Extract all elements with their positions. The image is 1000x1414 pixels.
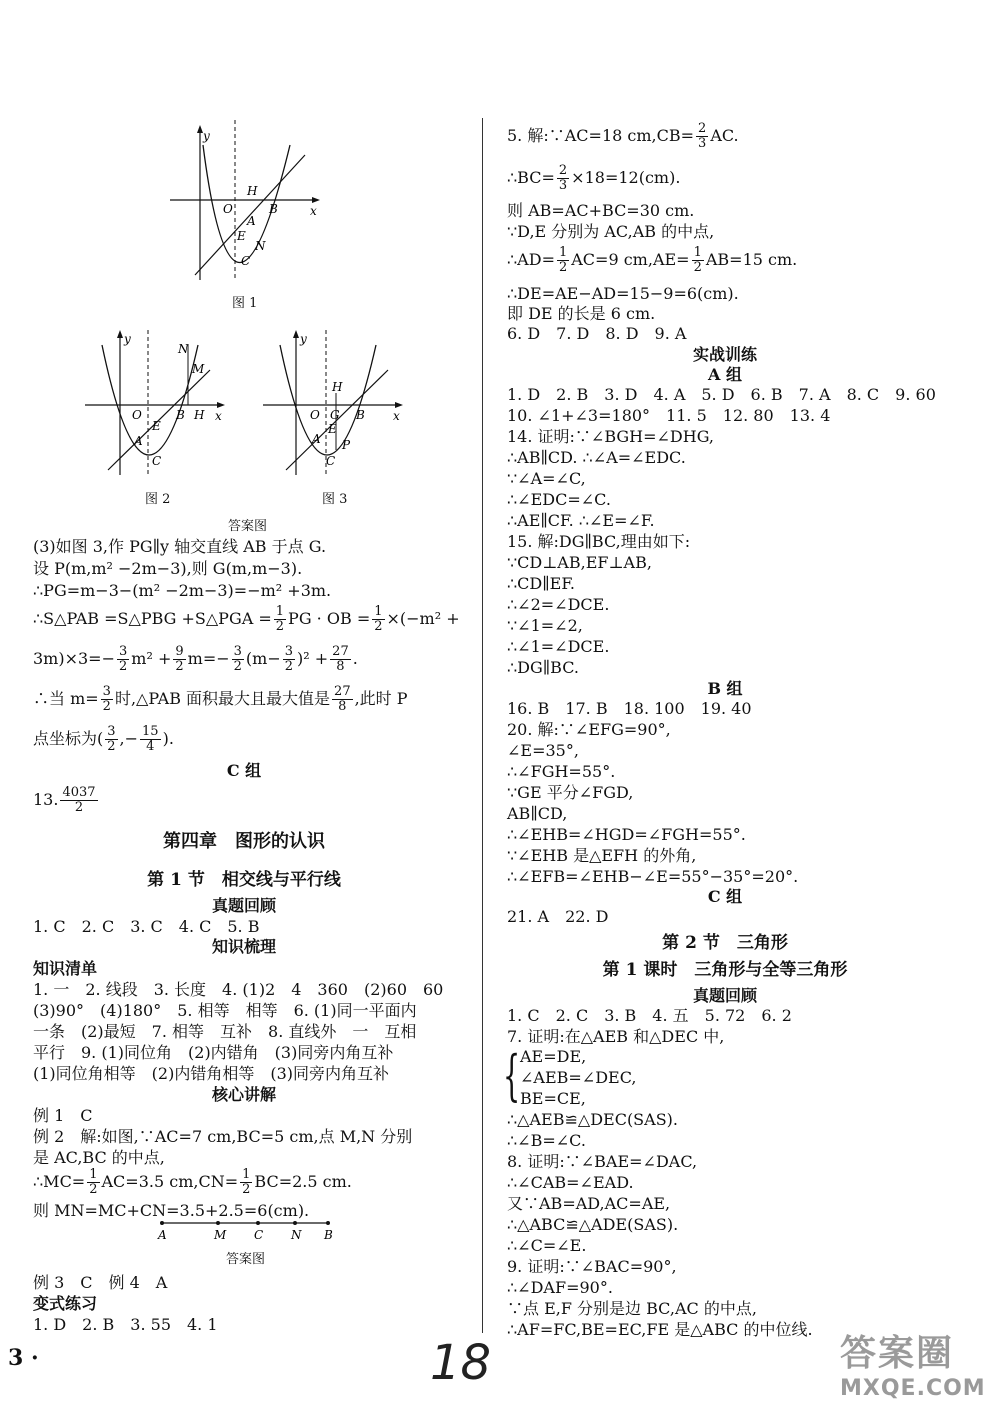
expr-part: ). [162,729,174,748]
right-line-6: ∴DE=AE−AD=15−9=6(cm). [507,284,739,303]
fraction-4037-2: $\frac{4037}{2}$ [62,785,96,815]
fig1-label-a: A [247,214,256,228]
a-line-8: 15. 解:DG∥BC,理由如下: [507,532,691,551]
zhenti-heading-left: 真题回顾 [211,896,276,915]
segment-label-a: A [158,1228,167,1242]
zhishi-heading: 知识梳理 [211,937,276,956]
fraction-two-third: $\frac{2}{3}$ [698,121,707,151]
group-c-heading-left: C 组 [226,761,262,780]
right-line-2 [507,160,680,196]
examples-3-4: 例 3 C 例 4 A [33,1273,168,1292]
figure-1 [165,115,325,290]
a-line-3: 14. 证明:∵∠BGH=∠DHG, [507,427,715,446]
expr-part: ×18=12(cm). [571,168,681,187]
expr-part: )² + [297,649,329,668]
a-line-9: ∵CD⊥AB,EF⊥AB, [507,553,652,572]
qingdan-heading: 知识清单 [33,959,98,978]
b-line-1: 16. B 17. B 18. 100 19. 40 [507,699,752,718]
expr-part: m² + [131,649,172,668]
segment-figure-caption: 答案图 [226,1252,266,1267]
a-line-13: ∴∠1=∠DCE. [507,637,610,656]
fig1-label-y: y [203,129,210,143]
zhenti-heading-right: 真题回顾 [692,986,757,1005]
left-line-7 [33,722,174,756]
figure-1-caption: 图 1 [232,296,258,311]
expr-part: (m− [245,649,281,668]
fraction-27-8: $\frac{27}{8}$ [334,684,351,714]
expr-part: 3m)×3=− [33,649,115,668]
expr-part: m=− [187,649,230,668]
group-a-heading: A 组 [708,365,742,384]
fraction-three-half: $\frac{3}{2}$ [284,644,294,674]
page-number-value: 3 [8,1345,24,1371]
left-line-3: ∴PG=m−3−(m² −2m−3)=−m² +3m. [33,581,332,600]
lesson-1-title: 第 1 课时 三角形与全等三角形 [602,960,848,980]
left-line-5 [33,642,358,676]
t-line-12: ∴∠C=∠E. [507,1236,587,1255]
fig2-label-y: y [124,332,131,346]
c-line-1: 21. A 22. D [507,907,609,926]
fraction-half: $\frac{1}{2}$ [374,604,383,634]
right-line-5 [507,242,797,278]
fraction-half: $\frac{1}{2}$ [89,1167,98,1197]
fraction-half: $\frac{1}{2}$ [242,1167,251,1197]
pg-ob-text: PG · OB = [288,609,371,628]
segment-label-c: C [254,1228,264,1242]
knowledge-line-1: 1. 一 2. 线段 3. 长度 4. (1)2 4 360 (2)60 60 [33,980,444,999]
right-line-8: 6. D 7. D 8. D 9. A [507,324,687,343]
shizhan-heading: 实战训练 [692,345,757,364]
expr-part: AC=9 cm,AE= [571,250,690,269]
fig3-label-e: E [328,422,337,436]
expr-part: ∴当 m= [33,689,99,708]
fraction-half: $\frac{1}{2}$ [558,245,568,275]
watermark-logo-text: 答案圈 [840,1333,955,1374]
fig2-label-e: E [152,419,161,433]
fraction-three-half: $\frac{3}{2}$ [119,644,128,674]
example-2-line-3 [33,1165,352,1199]
fraction-three-half: $\frac{3}{2}$ [233,644,242,674]
expr-part: ,− [119,729,139,748]
fig2-label-n: N [178,342,189,356]
watermark [840,1325,986,1401]
expr-part: AC=3.5 cm,CN= [101,1172,239,1191]
right-line-7: 即 DE 的长是 6 cm. [507,304,656,323]
a-line-10: ∴CD∥EF. [507,574,576,593]
fig3-label-b: B [356,408,365,422]
brace: { [503,1044,521,1107]
fig3-label-p: P [342,438,351,452]
segment-figure [150,1215,340,1243]
fig1-label-h: H [247,184,258,198]
fig2-label-x: x [215,409,222,423]
area-sum-text: ∴S△PAB =S△PBG +S△PGA = [33,609,272,628]
left-line-1: (3)如图 3,作 PG∥y 轴交直线 AB 于点 G. [33,537,327,556]
t-line-16: ∴AF=FC,BE=EC,FE 是△ABC 的中位线. [507,1320,813,1339]
knowledge-line-2: (3)90° (4)180° 5. 相等 相等 6. (1)同一平面内 [33,1001,417,1020]
expr-part: AB=15 cm. [705,250,798,269]
expr-part: ∴AD= [507,250,555,269]
figure-3 [258,325,408,480]
segment-label-b: B [324,1228,333,1242]
a-line-2: 10. ∠1+∠3=180° 11. 5 12. 80 13. 4 [507,406,831,425]
t-line-6: ∴△AEB≌△DEC(SAS). [507,1110,678,1129]
fig1-label-e: E [237,229,246,243]
fig3-label-g: G [330,408,340,422]
t-line-13: 9. 证明:∵∠BAC=90°, [507,1257,677,1276]
t-line-5: BE=CE, [520,1089,586,1108]
t-line-7: ∴∠B=∠C. [507,1131,586,1150]
fig3-label-o: O [310,408,320,422]
figure-2 [80,325,230,480]
a-line-11: ∴∠2=∠DCE. [507,595,610,614]
fig2-label-a: A [134,434,143,448]
fig3-label-y: y [300,332,307,346]
fig2-label-o: O [132,408,142,422]
bianshi-answers: 1. D 2. B 3. 55 4. 1 [33,1315,218,1334]
fig1-label-c: C [241,254,251,268]
fig1-label-b: B [269,202,278,216]
fraction-27-8: $\frac{27}{8}$ [332,644,349,674]
example-2-line-1: 例 2 解:如图,∵AC=7 cm,BC=5 cm,点 M,N 分别 [33,1127,413,1146]
left-line-4 [33,602,460,636]
a-line-5: ∵∠A=∠C, [507,469,586,488]
t-line-15: ∵点 E,F 分别是边 BC,AC 的中点, [507,1299,757,1318]
page-number: 3 · [8,1345,39,1371]
t-line-4: ∠AEB=∠DEC, [520,1068,637,1087]
expr-part: BC=2.5 cm. [254,1172,352,1191]
a-line-6: ∴∠EDC=∠C. [507,490,611,509]
section-2-title: 第 2 节 三角形 [662,933,788,953]
right-line-3: 则 AB=AC+BC=30 cm. [507,201,695,220]
expr-part: ,此时 P [354,689,408,708]
fig2-label-h: H [194,408,205,422]
watermark-url: MXQE.COM [840,1376,986,1401]
t-line-11: ∴△ABC≌△ADE(SAS). [507,1215,679,1234]
a-line-12: ∵∠1=∠2, [507,616,583,635]
fraction-nine-half: $\frac{9}{2}$ [175,644,184,674]
q13-number: 13. [33,790,59,809]
b-line-5: ∵GE 平分∠FGD, [507,783,634,802]
group-b-heading: B 组 [707,679,743,698]
example-1: 例 1 C [33,1106,93,1125]
t-line-14: ∴∠DAF=90°. [507,1278,613,1297]
fig2-label-c: C [152,454,162,468]
left-line-6 [33,682,408,716]
group-c-heading-right: C 组 [707,887,743,906]
fig3-label-c: C [326,454,336,468]
fraction-half: $\frac{1}{2}$ [275,604,285,634]
fig3-label-h: H [332,380,343,394]
fig3-label-x: x [393,409,400,423]
a-line-1: 1. D 2. B 3. D 4. A 5. D 6. B 7. A 8. C 9. 60 [507,385,936,404]
t-line-3: AE=DE, [520,1047,587,1066]
handwritten-number: 18 [430,1335,492,1391]
question-13 [33,782,100,818]
a-line-7: ∴AE∥CF. ∴∠E=∠F. [507,511,655,530]
fig2-label-m: M [192,362,205,376]
knowledge-line-4: 平行 9. (1)同位角 (2)内错角 (3)同旁内角互补 [33,1043,394,1062]
b-line-3: ∠E=35°, [507,741,579,760]
figure-2-caption: 图 2 [145,492,171,507]
b-line-2: 20. 解:∵∠EFG=90°, [507,720,671,739]
fraction-three-half: $\frac{3}{2}$ [102,684,111,714]
t-line-9: ∴∠CAB=∠EAD. [507,1173,634,1192]
t-line-10: 又∵AB=AD,AC=AE, [507,1194,671,1213]
expr-part: 5. 解:∵AC=18 cm,CB= [507,126,695,145]
example-2-line-4: 则 MN=MC+CN=3.5+2.5=6(cm). [33,1201,310,1220]
t-line-2: 7. 证明:在△AEB 和△DEC 中, [507,1027,725,1046]
knowledge-line-3: 一条 (2)最短 7. 相等 互补 8. 直线外 一 互相 [33,1022,417,1041]
expr-part: AC. [710,126,739,145]
left-line-2: 设 P(m,m² −2m−3),则 G(m,m−3). [33,559,303,578]
fraction-half: $\frac{1}{2}$ [693,245,702,275]
column-divider [482,118,483,1333]
fig3-label-a: A [312,432,321,446]
expr-part: 时,△PAB 面积最大且最大值是 [114,689,331,708]
b-line-7: ∴∠EHB=∠HGD=∠FGH=55°. [507,825,746,844]
expr-part: ∴BC= [507,168,555,187]
fraction-two-third: $\frac{2}{3}$ [558,163,568,193]
expr-part: . [352,649,358,668]
segment-label-n: N [291,1228,302,1242]
answer-figure-caption: 答案图 [228,519,268,534]
example-2-line-2: 是 AC,BC 的中点, [33,1148,165,1167]
area-tail-text: ×(−m² + [386,609,460,628]
chapter-title: 第四章 图形的认识 [163,831,325,852]
b-line-4: ∴∠FGH=55°. [507,762,616,781]
zhenti-answers-left: 1. C 2. C 3. C 4. C 5. B [33,917,260,936]
b-line-6: AB∥CD, [507,804,568,823]
a-line-4: ∴AB∥CD. ∴∠A=∠EDC. [507,448,686,467]
knowledge-line-5: (1)同位角相等 (2)内错角相等 (3)同旁内角互补 [33,1064,389,1083]
segment-label-m: M [214,1228,227,1242]
right-line-4: ∵D,E 分别为 AC,AB 的中点, [507,222,715,241]
fig2-label-b: B [176,408,185,422]
fig1-label-x: x [310,204,317,218]
fraction-15-4: $\frac{15}{4}$ [142,724,159,754]
right-line-1 [507,118,739,154]
figure-3-caption: 图 3 [322,492,348,507]
expr-part: ∴MC= [33,1172,86,1191]
bianshi-heading: 变式练习 [33,1294,98,1313]
t-line-1: 1. C 2. C 3. B 4. 五 5. 72 6. 2 [507,1006,792,1025]
a-line-14: ∴DG∥BC. [507,658,579,677]
fig1-label-n: N [255,239,266,253]
t-line-8: 8. 证明:∵∠BAE=∠DAC, [507,1152,698,1171]
section-title: 第 1 节 相交线与平行线 [147,870,341,890]
fig1-label-o: O [223,202,233,216]
b-line-9: ∴∠EFB=∠EHB−∠E=55°−35°=20°. [507,867,799,886]
b-line-8: ∵∠EHB 是△EFH 的外角, [507,846,697,865]
fraction-three-half: $\frac{3}{2}$ [107,724,116,754]
expr-part: 点坐标为( [33,729,104,748]
hexin-heading: 核心讲解 [211,1085,276,1104]
